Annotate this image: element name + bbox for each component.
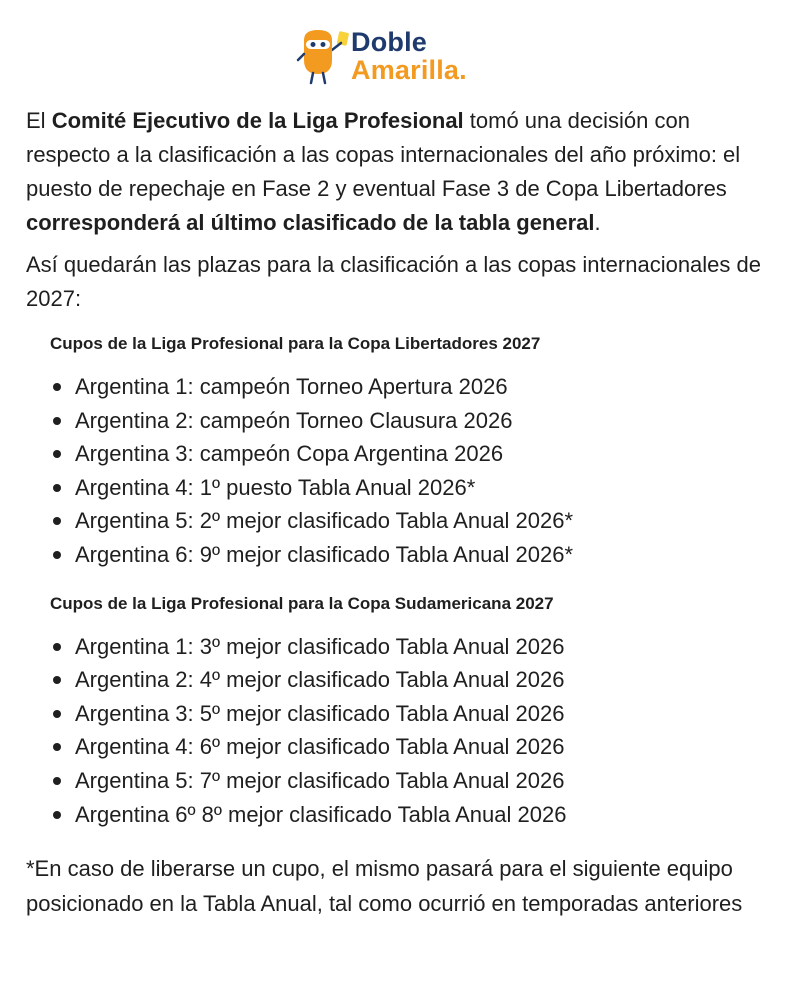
intro-text-2: tomó una decisión con respecto a la clasificación a las copas internacionales del año próximo: el puesto de repechaje en Fase 2 y eventual Fase 3 de Copa Libertadores (26, 108, 741, 201)
list-item: Argentina 1: campeón Torneo Apertura 2026 (26, 370, 776, 404)
list-item: Argentina 6º 8º mejor clasificado Tabla Anual 2026 (26, 798, 776, 832)
libertadores-heading: Cupos de la Liga Profesional para la Copa Libertadores 2027 (50, 334, 541, 353)
list-item: Argentina 6: 9º mejor clasificado Tabla Anual 2026* (26, 538, 776, 572)
intro-text-3: . (594, 210, 601, 235)
list-item: Argentina 3: campeón Copa Argentina 2026 (26, 437, 776, 471)
list-item: Argentina 1: 3º mejor clasificado Tabla Anual 2026 (26, 630, 776, 664)
sudamericana-heading: Cupos de la Liga Profesional para la Copa Sudamericana 2027 (50, 593, 554, 613)
list-item: Argentina 2: 4º mejor clasificado Tabla Anual 2026 (26, 663, 776, 697)
sudamericana-list (26, 630, 776, 832)
list-item: Argentina 3: 5º mejor clasificado Tabla Anual 2026 (26, 697, 776, 731)
logo (296, 26, 516, 88)
logo-text-amarilla-word: Amarilla (351, 55, 460, 85)
logo-dot: . (459, 55, 467, 85)
logo-text-doble: Doble (351, 27, 428, 57)
list-item: Argentina 2: campeón Torneo Clausura 2026 (26, 404, 776, 438)
mascot-icon (296, 26, 352, 88)
intro-bold-1: Comité Ejecutivo de la Liga Profesional (51, 108, 464, 133)
logo-text-amarilla (351, 56, 467, 84)
article-body (26, 104, 776, 921)
list-item: Argentina 5: 7º mejor clasificado Tabla Anual 2026 (26, 764, 776, 798)
plazas-paragraph: Así quedarán las plazas para la clasificación a las copas internacionales de 2027: (26, 252, 761, 311)
intro-bold-2: corresponderá al último clasificado de la tabla general (26, 210, 595, 235)
list-item: Argentina 4: 1º puesto Tabla Anual 2026* (26, 471, 776, 505)
footnote: *En caso de liberarse un cupo, el mismo pasará para el siguiente equipo posicionado en la Tabla Anual, tal como ocurrió en temporadas anteriores (26, 856, 743, 917)
libertadores-list (26, 370, 776, 572)
intro-text-1: El (26, 108, 52, 133)
list-item: Argentina 5: 2º mejor clasificado Tabla Anual 2026* (26, 504, 776, 538)
intro-paragraph (26, 104, 776, 240)
list-item: Argentina 4: 6º mejor clasificado Tabla Anual 2026 (26, 730, 776, 764)
